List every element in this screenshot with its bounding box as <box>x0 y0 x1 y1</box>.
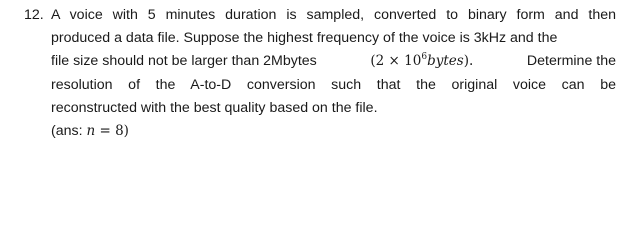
question-block <box>24 4 616 143</box>
question-line-2: produced a data file. Suppose the highest frequency of the voice is 3kHz and the <box>51 30 558 47</box>
question-text <box>51 4 616 143</box>
question-line-5: reconstructed with the best quality based on the file. <box>51 99 378 116</box>
answer-line <box>51 120 616 143</box>
answer-variable: n <box>86 123 96 140</box>
question-line-1: A voice with 5 minutes duration is sampled, converted to binary form and then <box>51 7 616 23</box>
answer-prefix: (ans: <box>51 123 83 140</box>
question-line-3: file size should not be larger than 2Mbytes $(2 \times 10^6bytes)$. Determine the <box>51 50 616 73</box>
file-size-expression: $(2 \times 10^6bytes)$. <box>370 52 474 70</box>
question-number: 12. <box>24 7 44 23</box>
answer-value: = 8) <box>95 123 129 140</box>
question-line-4: resolution of the A-to-D conversion such that the original voice can be <box>51 76 616 93</box>
